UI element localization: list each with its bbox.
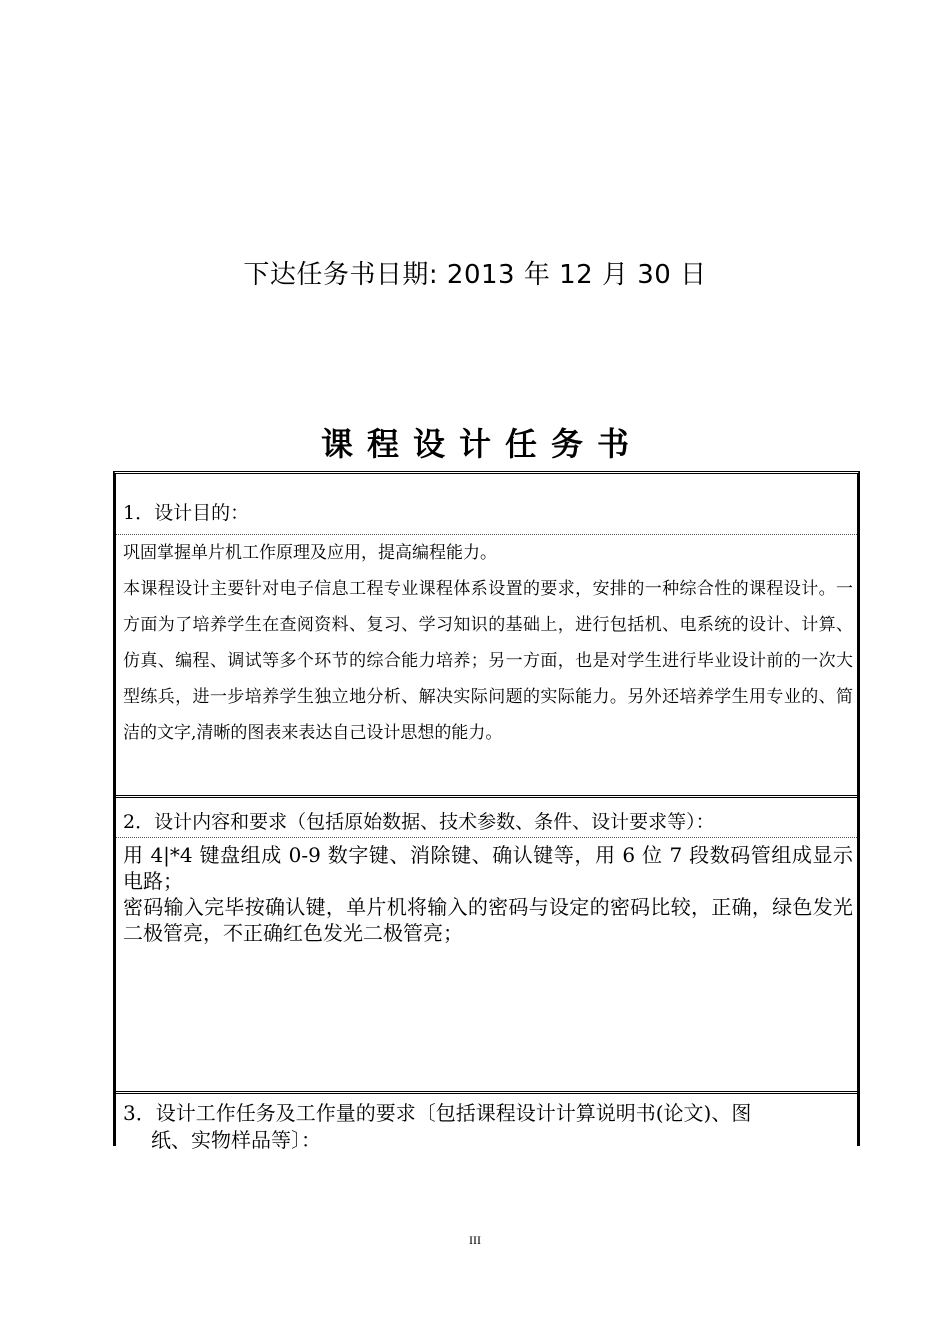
- section-design-purpose: [116, 474, 857, 795]
- page-number: III: [469, 1233, 481, 1247]
- section-heading-line: 3．设计工作任务及工作量的要求〔包括课程设计计算说明书(论文)、图: [123, 1101, 752, 1125]
- page-title: 课程设计任务书: [320, 425, 643, 463]
- section-heading-line: 纸、实物样品等〕：: [151, 1128, 321, 1152]
- section-body: [116, 838, 857, 946]
- section-heading: 2．设计内容和要求（包括原始数据、技术参数、条件、设计要求等）：: [116, 798, 857, 838]
- section-body: [116, 535, 857, 751]
- paragraph: 密码输入完毕按确认键，单片机将输入的密码与设定的密码比较，正确，绿色发光二极管亮，不正确红色发光二极管亮；: [123, 895, 853, 945]
- paragraph: 巩固掌握单片机工作原理及应用，提高编程能力。: [123, 543, 497, 563]
- paragraph: 本课程设计主要针对电子信息工程专业课程体系设置的要求，安排的一种综合性的课程设计。一方面为了培养学生在查阅资料、复习、学习知识的基础上，进行包括机、电系统的设计、计算、仿真、编程、调试等多个环节的综合能力培养；另一方面，也是对学生进行毕业设计前的一次大型练兵，进一步培养学生独立地分析、解决实际问题的实际能力。另外还培养学生用专业的、简洁的文字,清晰的图表来表达自己设计思想的能力。: [123, 579, 853, 743]
- assignment-date: 下达任务书日期: 2013 年 12 月 30 日: [243, 260, 707, 290]
- section-heading: 1．设计目的：: [116, 474, 857, 535]
- paragraph: 用 4|*4 键盘组成 0-9 数字键、消除键、确认键等，用 6 位 7 段数码管组成显示电路；: [123, 843, 853, 893]
- section-design-content: [116, 795, 857, 1094]
- task-table: [113, 471, 860, 1152]
- section-workload: [116, 1091, 857, 1152]
- section-heading: [116, 1094, 857, 1154]
